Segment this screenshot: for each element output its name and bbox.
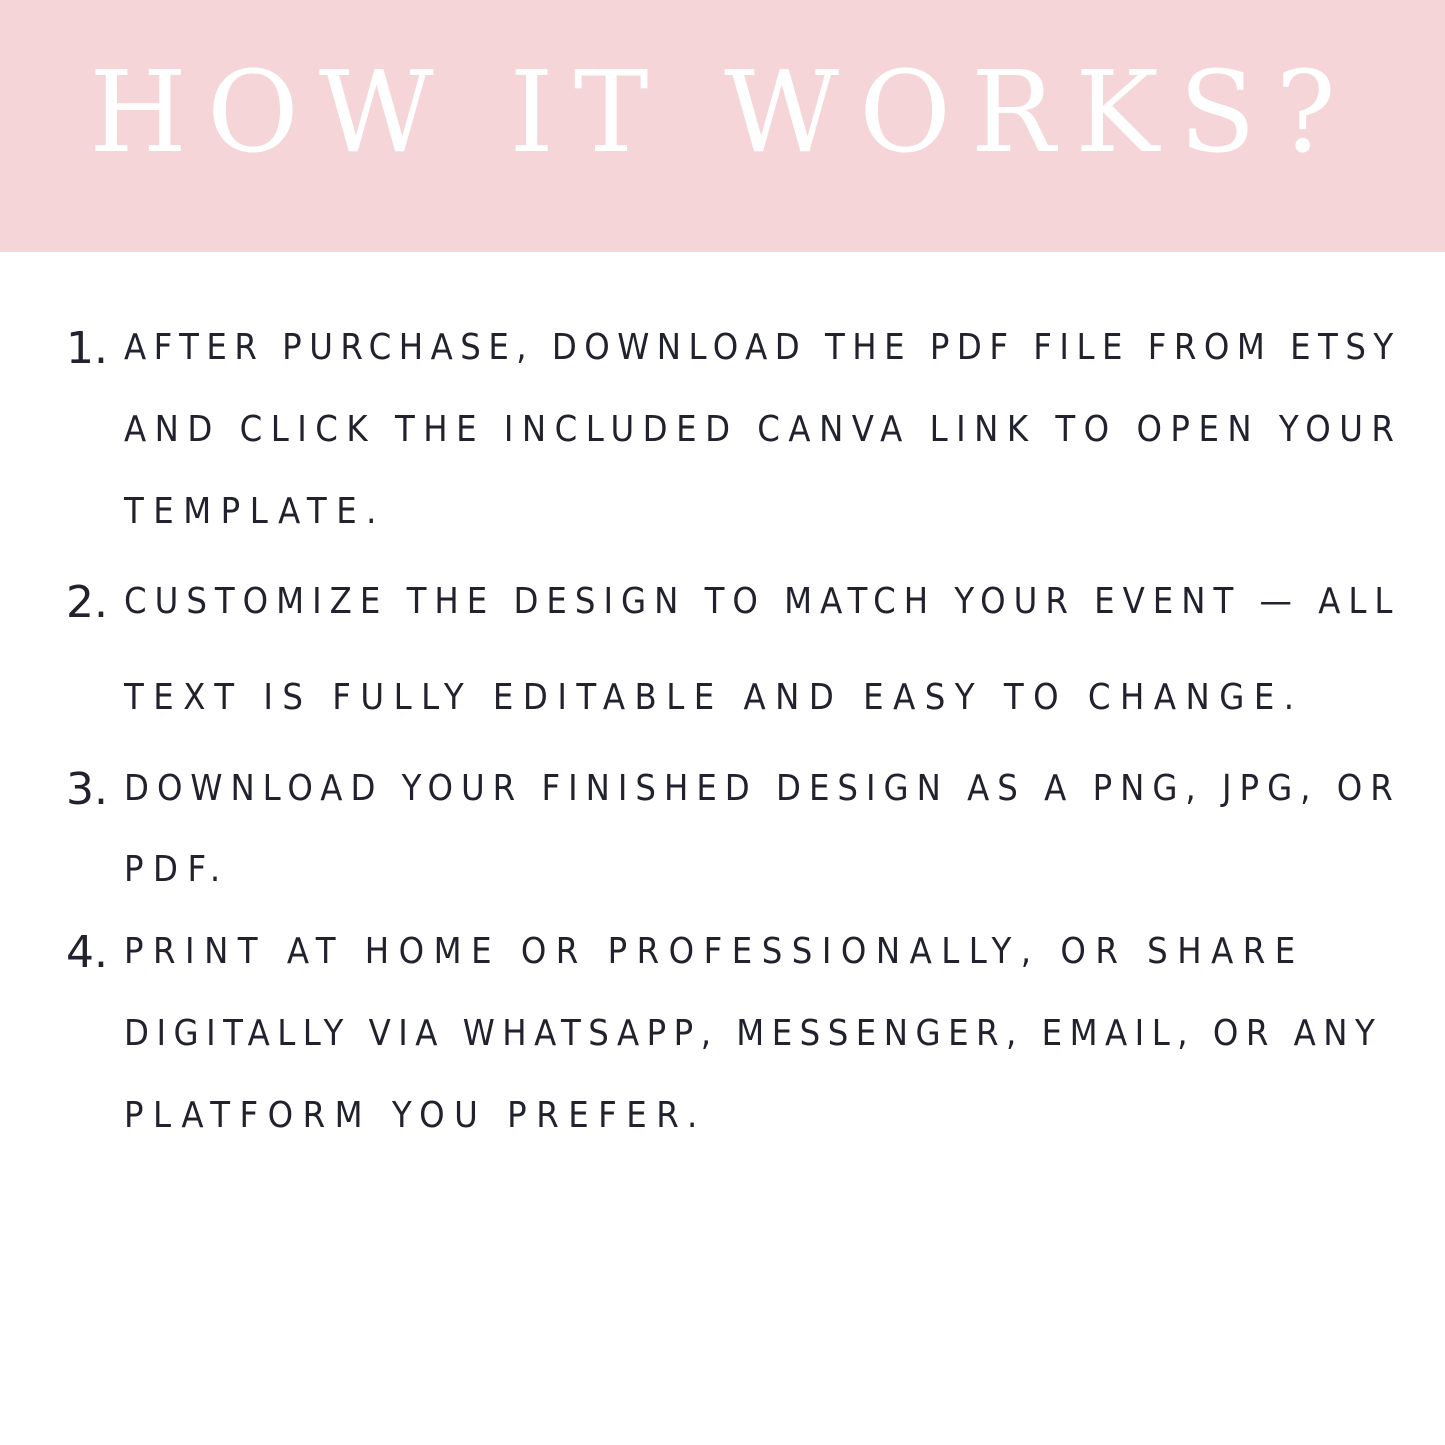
step-2-line-1: CUSTOMIZE THE DESIGN TO MATCH YOUR EVENT — ALL: [124, 581, 1401, 622]
step-2-number: 2.: [66, 577, 108, 628]
step-3-line-2: PDF.: [124, 849, 230, 890]
step-1-line-1: AFTER PURCHASE, DOWNLOAD THE PDF FILE FROM ETSY: [124, 327, 1401, 368]
step-4-line-1: PRINT AT HOME OR PROFESSIONALLY, OR SHARE: [124, 931, 1305, 972]
step-1-number: 1.: [66, 323, 108, 374]
step-1-line-3: TEMPLATE.: [124, 491, 386, 532]
page-title: HOW IT WORKS?: [89, 48, 1356, 178]
step-2-line-2: TEXT IS FULLY EDITABLE AND EASY TO CHANGE.: [124, 677, 1304, 718]
step-4-number: 4.: [66, 927, 108, 978]
step-3-number: 3.: [66, 764, 108, 815]
step-3-line-1: DOWNLOAD YOUR FINISHED DESIGN AS A PNG, JPG, OR: [124, 768, 1401, 809]
step-1-line-2: AND CLICK THE INCLUDED CANVA LINK TO OPEN YOUR: [124, 409, 1403, 450]
step-4-line-2: DIGITALLY VIA WHATSAPP, MESSENGER, EMAIL, OR ANY: [124, 1013, 1383, 1054]
step-4-line-3: PLATFORM YOU PREFER.: [124, 1095, 707, 1136]
